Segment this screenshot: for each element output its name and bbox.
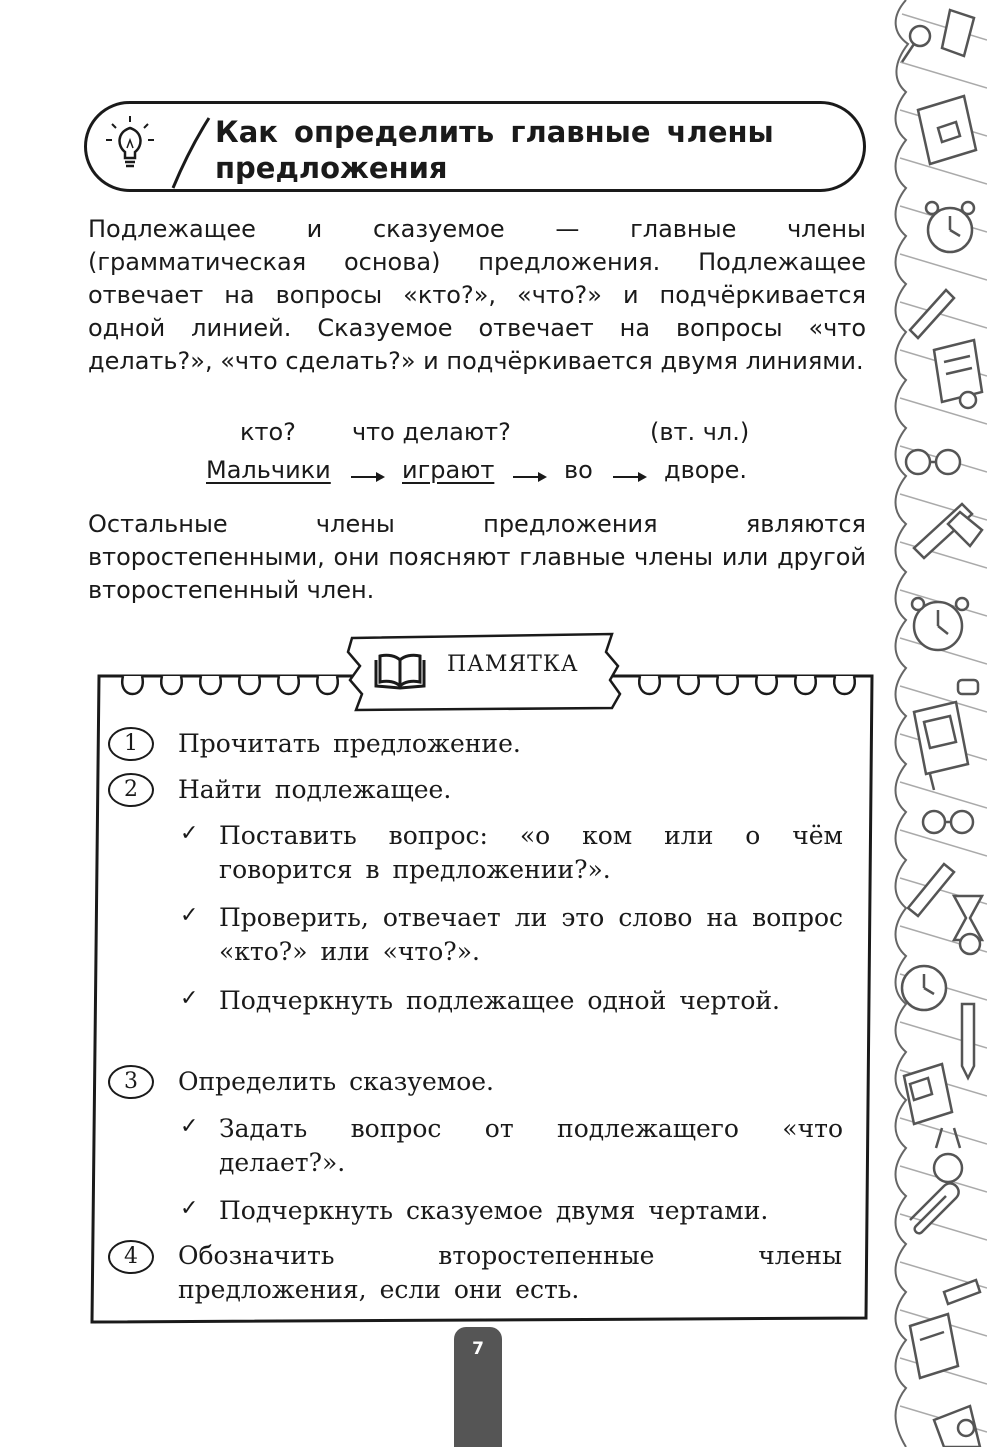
intro-paragraph: Подлежащее и сказуемое — главные члены (грамматическая основа) предложения. Подлежащее отвечает на вопросы «кто?», «что?» и подчёркивается одной линией. Сказуемое отвечает на вопросы «что делать?», «что сделать?» и подчёркивается двумя линиями. xyxy=(88,215,866,375)
notebook-icon xyxy=(918,96,976,164)
step-number-3: 3 xyxy=(108,1065,154,1099)
word-subject: Мальчики xyxy=(206,456,331,484)
medal-icon xyxy=(960,934,980,954)
alarm-clock-icon xyxy=(902,966,946,1010)
page-number-tab xyxy=(454,1327,502,1447)
step-3-text: Определить сказуемое. xyxy=(178,1067,494,1096)
secondary-members-paragraph: Остальные члены предложения являются второстепенными, они поясняют главные члены или другой второстепенный член. xyxy=(88,510,866,604)
subject-check-3: Подчеркнуть подлежащее одной чертой. xyxy=(219,986,781,1015)
certificate-icon xyxy=(934,1406,980,1447)
side-decoration xyxy=(890,0,987,1447)
pen-icon xyxy=(944,1280,980,1304)
glasses-icon xyxy=(906,450,960,474)
word-predicate: играют xyxy=(402,456,495,484)
alarm-clock-icon xyxy=(912,598,968,650)
question-subject: кто? xyxy=(240,418,296,446)
pushpin-icon xyxy=(902,26,930,62)
lightbulb-icon xyxy=(958,680,978,694)
word-preposition: во xyxy=(564,456,593,484)
pencil-icon xyxy=(914,504,982,558)
step-4-text: Обозначить второстепенные члены предложения, если они есть. xyxy=(178,1241,842,1304)
pencil-icon xyxy=(908,864,954,916)
page-number: 7 xyxy=(472,1339,484,1359)
memo-label: ПАМЯТКА xyxy=(447,652,579,677)
check-icon: ✓ xyxy=(180,986,199,1011)
subject-check-1: Поставить вопрос: «о ком или о чём говорится в предложении?». xyxy=(219,821,843,884)
step-number-4: 4 xyxy=(108,1240,154,1274)
predicate-check-1: Задать вопрос от подлежащего «что делает?». xyxy=(219,1114,843,1177)
check-icon: ✓ xyxy=(180,903,199,928)
predicate-check-2: Подчеркнуть сказуемое двумя чертами. xyxy=(219,1196,769,1225)
medal-icon xyxy=(934,1128,962,1182)
certificate-icon xyxy=(934,340,982,408)
pen-icon xyxy=(910,290,954,338)
check-icon: ✓ xyxy=(180,1196,199,1221)
title-line-2: предложения xyxy=(215,151,448,185)
check-icon: ✓ xyxy=(180,1114,199,1139)
alarm-clock-icon xyxy=(926,202,974,252)
book-icon xyxy=(910,1314,958,1378)
title-line-1: Как определить главные члены xyxy=(215,115,774,149)
pen-icon xyxy=(962,1004,974,1078)
step-number-1: 1 xyxy=(108,727,154,761)
subject-check-2: Проверить, отвечает ли это слово на вопрос «кто?» или «что?». xyxy=(219,903,843,966)
question-secondary: (вт. чл.) xyxy=(650,418,750,446)
step-number-2: 2 xyxy=(108,773,154,807)
glasses-icon xyxy=(923,811,973,833)
book-icon xyxy=(914,702,968,790)
paperclip-icon xyxy=(910,1183,959,1233)
pencil-icon xyxy=(942,10,974,56)
step-2-text: Найти подлежащее. xyxy=(178,775,452,804)
word-secondary: дворе. xyxy=(664,456,748,484)
check-icon: ✓ xyxy=(180,821,199,846)
notebook-icon xyxy=(904,1064,952,1124)
step-1-text: Прочитать предложение. xyxy=(178,729,521,758)
question-predicate: что делают? xyxy=(352,418,511,446)
